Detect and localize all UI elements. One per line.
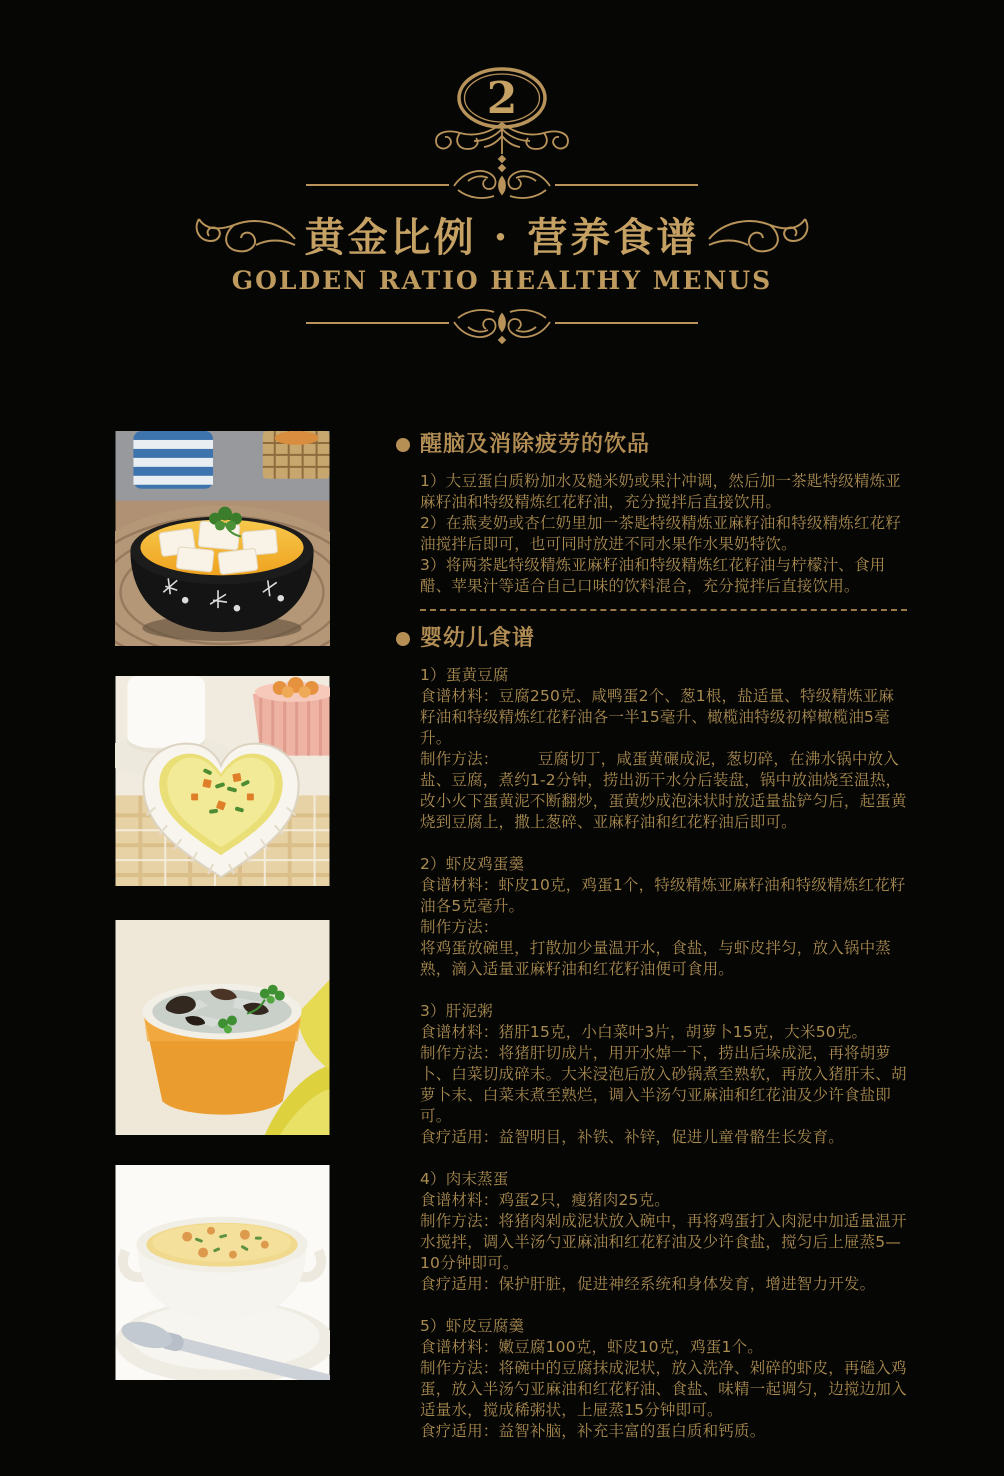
- section-heading-label: 婴幼儿食谱: [420, 625, 536, 651]
- recipe-materials: 食谱材料：鸡蛋2只，瘦猪肉25克。: [420, 1191, 670, 1209]
- recipe-title: 2）虾皮鸡蛋羹: [420, 855, 525, 873]
- section-heading: [420, 430, 907, 458]
- divider-ornament-icon: [306, 299, 698, 345]
- recipe-method: 制作方法： 豆腐切丁，咸蛋黄碾成泥，葱切碎，在沸水锅中放入盐、豆腐，煮约1-2分钟，捞出沥干水分后装盘，锅中放油烧至温热，改小火下蛋黄泥不断翻炒，蛋黄炒成泡沫状时放适量盐铲匀后，起蛋黄烧到豆腐上，撒上葱碎、亚麻籽油和红花籽油后即可。: [420, 750, 907, 831]
- divider-ornament-icon: [306, 163, 698, 209]
- section-refreshing-drinks: [420, 430, 907, 611]
- chapter-number-badge: [402, 62, 602, 168]
- recipe-method: 制作方法：将猪肝切成片，用开水焯一下，捞出后垛成泥，再将胡萝卜、白菜切成碎末。大米浸泡后放入砂锅煮至熟软，再放入猪肝末、胡萝卜末、白菜末煮至熟烂，调入半汤勺亚麻油和红花油及少许食盐即可。: [420, 1044, 907, 1125]
- drink-recipe-3: 3）将两茶匙特级精炼亚麻籽油和特级精炼红花籽油与柠檬汁、食用醋、苹果汁等适合自己口味的饮料混合，充分搅拌后直接饮用。: [420, 556, 886, 595]
- recipe-shrimp-tofu-broth: [420, 1316, 907, 1442]
- chapter-number: 2: [486, 73, 518, 124]
- recipe-benefit: 食疗适用：益智补脑，补充丰富的蛋白质和钙质。: [420, 1422, 766, 1440]
- title-flourish-left-icon: [193, 209, 297, 261]
- recipe-benefit: 食疗适用：保护肝脏，促进神经系统和身体发育，增进智力开发。: [420, 1275, 876, 1293]
- recipe-materials: 食谱材料：猪肝15克，小白菜叶3片，胡萝卜15克，大米50克。: [420, 1023, 868, 1041]
- title-row: [0, 206, 1004, 263]
- drink-recipe-2: 2）在燕麦奶或杏仁奶里加一茶匙特级精炼亚麻籽油和特级精炼红花籽油搅拌后即可，也可同时放进不同水果作水果奶特饮。: [420, 514, 902, 553]
- drink-recipe-1: 1）大豆蛋白质粉加水及糙米奶或果汁冲调，然后加一茶匙特级精炼亚麻籽油和特级精炼红花籽油，充分搅拌后直接饮用。: [420, 472, 902, 511]
- bullet-icon: [396, 438, 410, 452]
- bullet-icon: [396, 632, 410, 646]
- badge-ornament-icon: [402, 62, 602, 168]
- recipe-method: 制作方法：将碗中的豆腐抹成泥状，放入洗净、剁碎的虾皮，再磕入鸡蛋，放入半汤勺亚麻油和红花籽油、食盐、味精一起调匀，边搅边加入适量水，搅成稀粥状，上屉蒸15分钟即可。: [420, 1359, 907, 1419]
- recipe-method-label: 制作方法：: [420, 918, 499, 936]
- section-heading: [420, 624, 907, 652]
- dashed-divider: [420, 609, 907, 611]
- section-heading-label: 醒脑及消除疲劳的饮品: [420, 431, 651, 457]
- recipe-liver-congee: [420, 1001, 907, 1148]
- photo-steamed-egg-custard: [115, 676, 330, 886]
- recipe-materials: 食谱材料：豆腐250克、咸鸭蛋2个、葱1根，盐适量、特级精炼亚麻籽油和特级精炼红花籽油各一半15毫升、橄榄油特级初榨橄榄油5毫升。: [420, 687, 895, 747]
- recipe-minced-pork-steamed-egg: [420, 1169, 907, 1295]
- recipe-egg-yolk-tofu: [420, 665, 907, 833]
- title-flourish-right-icon: [707, 209, 811, 261]
- photo-liver-congee-soup: [115, 920, 330, 1135]
- recipe-benefit: 食疗适用：益智明目，补铁、补锌，促进儿童骨骼生长发育。: [420, 1128, 844, 1146]
- recipe-title: 3）肝泥粥: [420, 1002, 493, 1020]
- page-title: 黄金比例 · 营养食谱: [304, 214, 700, 261]
- page-subtitle: GOLDEN RATIO HEALTHY MENUS: [231, 266, 773, 295]
- content-column: [420, 430, 907, 1442]
- recipe-shrimp-egg-custard: [420, 854, 907, 980]
- photo-egg-yolk-tofu: [115, 431, 330, 646]
- recipe-method: 制作方法：将猪肉剁成泥状放入碗中，再将鸡蛋打入肉泥中加适量温开水搅拌，调入半汤勺亚麻油和红花籽油及少许食盐，搅匀后上屉蒸5—10分钟即可。: [420, 1212, 907, 1272]
- ornamental-divider-top: [306, 163, 698, 209]
- recipe-title: 5）虾皮豆腐羹: [420, 1317, 525, 1335]
- recipe-materials: 食谱材料：嫩豆腐100克，虾皮10克，鸡蛋1个。: [420, 1338, 763, 1356]
- ornamental-divider-bottom: [306, 299, 698, 345]
- recipe-materials: 食谱材料：虾皮10克，鸡蛋1个，特级精炼亚麻籽油和特级精炼红花籽油各5克毫升。: [420, 876, 906, 915]
- recipe-title: 1）蛋黄豆腐: [420, 666, 509, 684]
- section-infant-recipes: [420, 624, 907, 1442]
- recipe-method: 将鸡蛋放碗里，打散加少量温开水，食盐，与虾皮拌匀，放入锅中蒸熟，滴入适量亚麻籽油和红花籽油便可食用。: [420, 939, 892, 978]
- photo-shrimp-tofu-soup: [115, 1165, 330, 1380]
- recipe-title: 4）肉末蒸蛋: [420, 1170, 509, 1188]
